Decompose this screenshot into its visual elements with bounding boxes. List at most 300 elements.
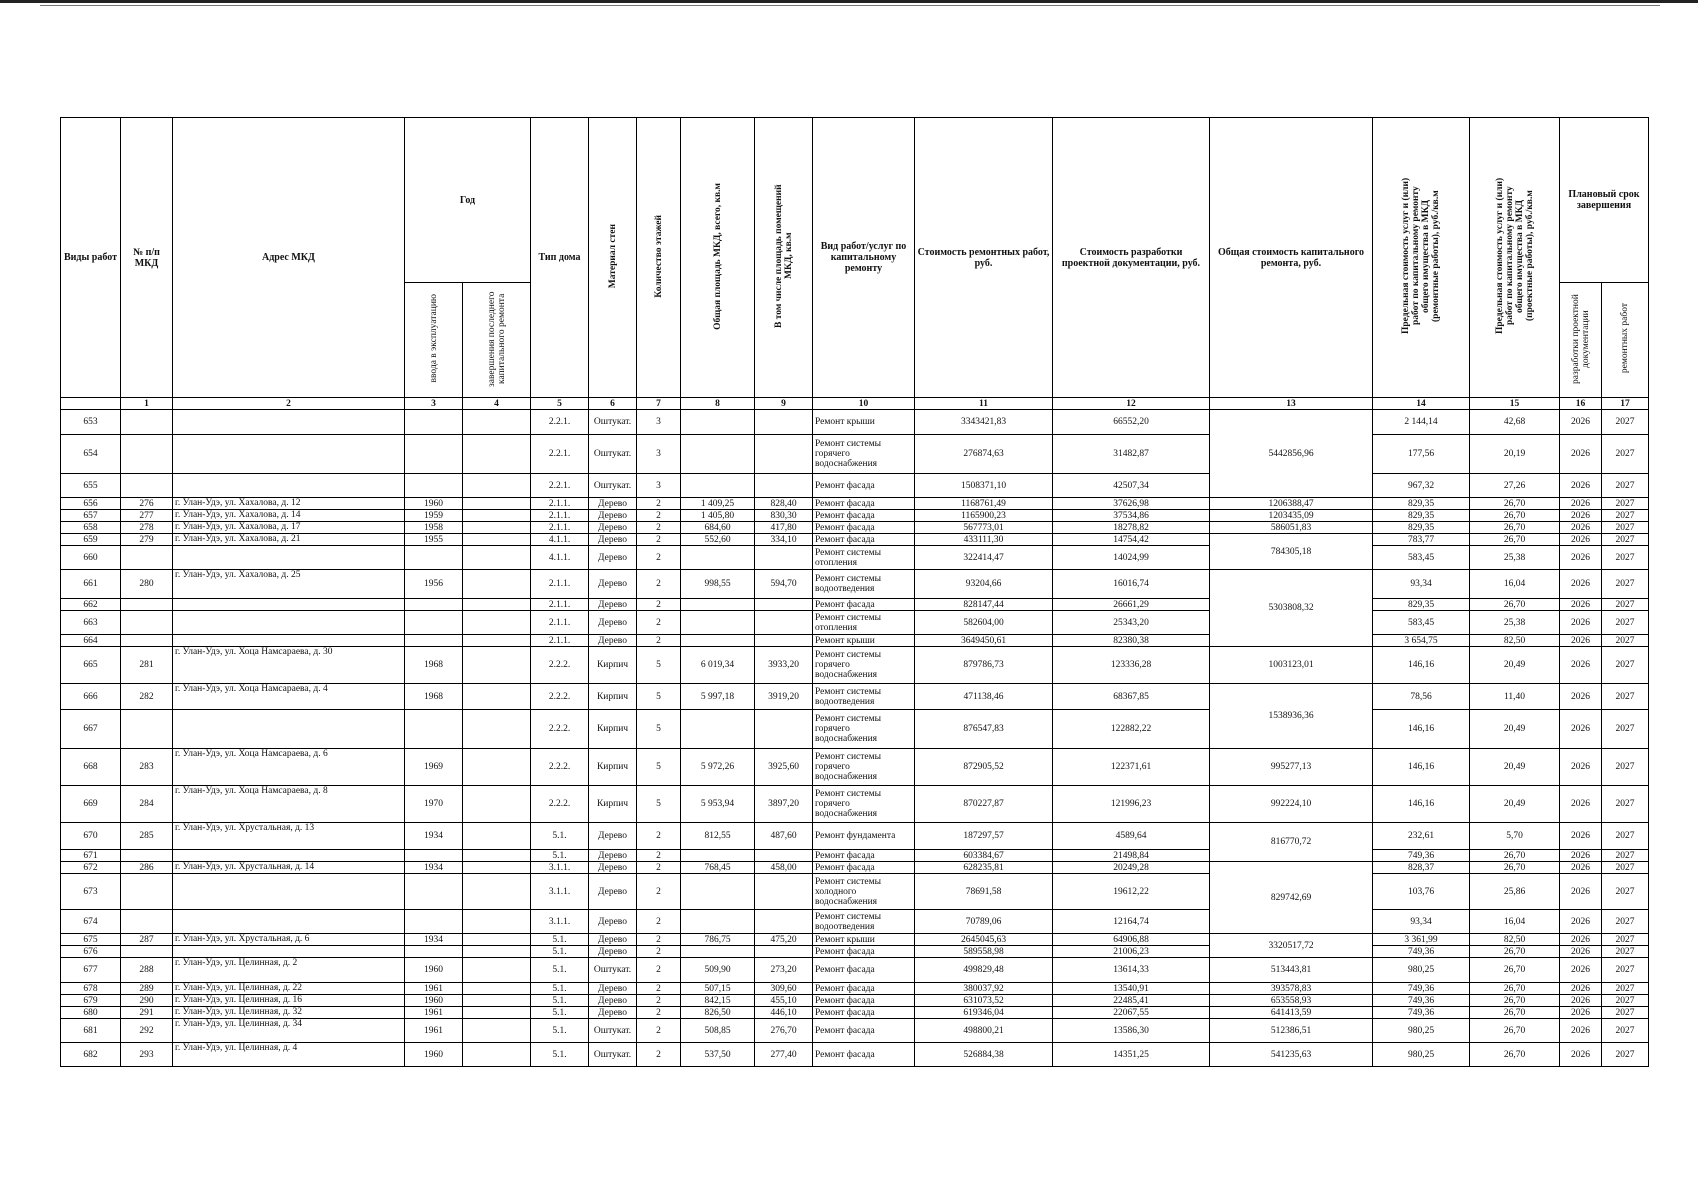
mkd-number [121, 946, 173, 958]
mkd-number [121, 474, 173, 498]
total-area [681, 946, 755, 958]
year-last-repair [463, 611, 531, 635]
mkd-number: 286 [121, 862, 173, 874]
total-area: 998,55 [681, 570, 755, 599]
wall-material: Дерево [589, 995, 637, 1007]
header-planned-term: Плановый срок завершения [1560, 118, 1649, 283]
term-design: 2026 [1560, 749, 1602, 786]
design-cost: 4589,64 [1053, 823, 1210, 850]
header-floors [637, 118, 681, 398]
header-mkd-number: № п/п МКД [121, 118, 173, 398]
term-repair: 2027 [1602, 786, 1649, 823]
design-cost: 12164,74 [1053, 910, 1210, 934]
limit-repair: 78,56 [1373, 684, 1470, 710]
house-type: 2.2.2. [531, 684, 589, 710]
premises-area: 458,00 [755, 862, 813, 874]
row-id: 661 [61, 570, 121, 599]
year-last-repair [463, 850, 531, 862]
term-repair: 2027 [1602, 823, 1649, 850]
row-id: 672 [61, 862, 121, 874]
total-cost-cell: 3320517,72 [1210, 934, 1373, 958]
repair-cost: 3343421,83 [915, 410, 1053, 435]
limit-repair: 177,56 [1373, 435, 1470, 474]
row-id: 654 [61, 435, 121, 474]
column-number: 3 [405, 398, 463, 410]
row-id: 671 [61, 850, 121, 862]
address-cell: г. Улан-Удэ, ул. Хоца Намсараева, д. 8 [173, 786, 405, 823]
wall-material: Дерево [589, 910, 637, 934]
total-area: 5 953,94 [681, 786, 755, 823]
total-area [681, 710, 755, 749]
floors: 2 [637, 1043, 681, 1067]
total-cost-cell: 1538936,36 [1210, 684, 1373, 749]
limit-design: 82,50 [1470, 934, 1560, 946]
design-cost: 121996,23 [1053, 786, 1210, 823]
work-type: Ремонт фасада [813, 1019, 915, 1043]
work-type: Ремонт системы отопления [813, 546, 915, 570]
limit-repair: 980,25 [1373, 958, 1470, 983]
term-design: 2026 [1560, 684, 1602, 710]
term-design: 2026 [1560, 934, 1602, 946]
limit-design: 20,49 [1470, 647, 1560, 684]
limit-design: 26,70 [1470, 1019, 1560, 1043]
header-limit-design-text: Предельная стоимость услуг и (или) работ по капитальному ремонту общего имущества в МКД (проектные работы), руб./кв.м [1494, 177, 1535, 335]
design-cost: 68367,85 [1053, 684, 1210, 710]
floors: 2 [637, 862, 681, 874]
header-design-cost: Стоимость разработки проектной документации, руб. [1053, 118, 1210, 398]
work-type: Ремонт системы горячего водоснабжения [813, 749, 915, 786]
total-area: 552,60 [681, 534, 755, 546]
house-type: 5.1. [531, 983, 589, 995]
mkd-number: 293 [121, 1043, 173, 1067]
premises-area: 276,70 [755, 1019, 813, 1043]
limit-design: 25,38 [1470, 546, 1560, 570]
year-commissioning: 1960 [405, 995, 463, 1007]
floors: 2 [637, 534, 681, 546]
table-row [61, 684, 1649, 710]
house-type: 5.1. [531, 1043, 589, 1067]
year-commissioning: 1960 [405, 958, 463, 983]
year-commissioning [405, 874, 463, 910]
wall-material: Дерево [589, 823, 637, 850]
limit-design: 26,70 [1470, 862, 1560, 874]
address-cell: г. Улан-Удэ, ул. Хоца Намсараева, д. 6 [173, 749, 405, 786]
mkd-number: 281 [121, 647, 173, 684]
term-design: 2026 [1560, 958, 1602, 983]
row-id: 664 [61, 635, 121, 647]
mkd-number: 290 [121, 995, 173, 1007]
total-cost-cell: 1206388,47 [1210, 498, 1373, 510]
limit-repair: 146,16 [1373, 710, 1470, 749]
repair-cost: 1168761,49 [915, 498, 1053, 510]
limit-repair: 93,34 [1373, 570, 1470, 599]
header-total-area-text: Общая площадь МКД, всего, кв.м [712, 182, 723, 330]
total-cost-cell: 5442856,96 [1210, 410, 1373, 498]
term-design: 2026 [1560, 570, 1602, 599]
year-last-repair [463, 1007, 531, 1019]
premises-area: 594,70 [755, 570, 813, 599]
wall-material: Дерево [589, 934, 637, 946]
total-cost-cell: 641413,59 [1210, 1007, 1373, 1019]
header-year-commissioning-text: ввода в эксплуатацию [428, 294, 439, 383]
year-commissioning: 1960 [405, 1043, 463, 1067]
term-repair: 2027 [1602, 958, 1649, 983]
year-commissioning [405, 435, 463, 474]
house-type: 2.1.1. [531, 599, 589, 611]
design-cost: 16016,74 [1053, 570, 1210, 599]
year-commissioning [405, 910, 463, 934]
total-area [681, 474, 755, 498]
repair-cost: 70789,06 [915, 910, 1053, 934]
mkd-number [121, 611, 173, 635]
floors: 2 [637, 1007, 681, 1019]
row-id: 669 [61, 786, 121, 823]
row-id: 665 [61, 647, 121, 684]
limit-repair: 980,25 [1373, 1043, 1470, 1067]
row-id: 656 [61, 498, 121, 510]
mkd-number [121, 435, 173, 474]
table-row [61, 749, 1649, 786]
limit-repair: 583,45 [1373, 611, 1470, 635]
house-type: 3.1.1. [531, 910, 589, 934]
design-cost: 64906,88 [1053, 934, 1210, 946]
row-id: 678 [61, 983, 121, 995]
wall-material: Дерево [589, 599, 637, 611]
total-area: 1 409,25 [681, 498, 755, 510]
repair-cost: 93204,66 [915, 570, 1053, 599]
repair-cost: 2645045,63 [915, 934, 1053, 946]
limit-repair: 749,36 [1373, 850, 1470, 862]
address-cell [173, 874, 405, 910]
year-last-repair [463, 435, 531, 474]
limit-repair: 749,36 [1373, 983, 1470, 995]
term-design: 2026 [1560, 474, 1602, 498]
header-premises-area [755, 118, 813, 398]
repair-cost: 526884,38 [915, 1043, 1053, 1067]
design-cost: 42507,34 [1053, 474, 1210, 498]
year-last-repair [463, 1019, 531, 1043]
year-last-repair [463, 635, 531, 647]
column-number-row [61, 398, 1649, 410]
premises-area [755, 599, 813, 611]
repair-cost: 828147,44 [915, 599, 1053, 611]
year-last-repair [463, 1043, 531, 1067]
premises-area [755, 635, 813, 647]
column-number: 11 [915, 398, 1053, 410]
term-repair: 2027 [1602, 910, 1649, 934]
year-last-repair [463, 534, 531, 546]
total-cost-cell: 816770,72 [1210, 823, 1373, 862]
row-id: 680 [61, 1007, 121, 1019]
premises-area [755, 435, 813, 474]
repair-cost: 78691,58 [915, 874, 1053, 910]
header-wall-material-text: Материал стен [607, 223, 618, 289]
house-type: 5.1. [531, 995, 589, 1007]
term-design: 2026 [1560, 862, 1602, 874]
address-cell: г. Улан-Удэ, ул. Хрустальная, д. 14 [173, 862, 405, 874]
table-row [61, 611, 1649, 635]
header-work-type: Вид работ/услуг по капитальному ремонту [813, 118, 915, 398]
repair-cost: 589558,98 [915, 946, 1053, 958]
limit-repair: 3 654,75 [1373, 635, 1470, 647]
table-row [61, 1019, 1649, 1043]
premises-area: 277,40 [755, 1043, 813, 1067]
term-repair: 2027 [1602, 749, 1649, 786]
work-type: Ремонт системы холодного водоснабжения [813, 874, 915, 910]
work-type: Ремонт фасада [813, 850, 915, 862]
table-row [61, 498, 1649, 510]
house-type: 2.1.1. [531, 635, 589, 647]
year-commissioning: 1970 [405, 786, 463, 823]
wall-material: Кирпич [589, 647, 637, 684]
wall-material: Дерево [589, 522, 637, 534]
house-type: 2.2.2. [531, 710, 589, 749]
house-type: 2.2.2. [531, 647, 589, 684]
year-commissioning [405, 611, 463, 635]
house-type: 5.1. [531, 946, 589, 958]
house-type: 2.2.2. [531, 749, 589, 786]
header-term-design-text: разработки проектной документации [1570, 293, 1591, 384]
header-limit-repair [1373, 118, 1470, 398]
design-cost: 82380,38 [1053, 635, 1210, 647]
limit-repair: 2 144,14 [1373, 410, 1470, 435]
row-id: 679 [61, 995, 121, 1007]
table-row [61, 474, 1649, 498]
total-area: 5 997,18 [681, 684, 755, 710]
floors: 2 [637, 958, 681, 983]
total-area [681, 874, 755, 910]
address-cell [173, 946, 405, 958]
work-type: Ремонт фундамента [813, 823, 915, 850]
premises-area: 828,40 [755, 498, 813, 510]
total-area [681, 599, 755, 611]
house-type: 2.2.1. [531, 410, 589, 435]
total-area: 5 972,26 [681, 749, 755, 786]
house-type: 5.1. [531, 823, 589, 850]
repair-cost: 498800,21 [915, 1019, 1053, 1043]
house-type: 2.1.1. [531, 510, 589, 522]
wall-material: Оштукат. [589, 474, 637, 498]
design-cost: 25343,20 [1053, 611, 1210, 635]
wall-material: Дерево [589, 611, 637, 635]
term-design: 2026 [1560, 522, 1602, 534]
term-repair: 2027 [1602, 570, 1649, 599]
year-commissioning: 1959 [405, 510, 463, 522]
term-repair: 2027 [1602, 534, 1649, 546]
address-cell: г. Улан-Удэ, ул. Хахалова, д. 12 [173, 498, 405, 510]
term-repair: 2027 [1602, 934, 1649, 946]
house-type: 2.1.1. [531, 498, 589, 510]
address-cell: г. Улан-Удэ, ул. Хахалова, д. 21 [173, 534, 405, 546]
wall-material: Кирпич [589, 749, 637, 786]
year-commissioning [405, 946, 463, 958]
wall-material: Дерево [589, 1007, 637, 1019]
term-design: 2026 [1560, 647, 1602, 684]
total-cost-cell: 992224,10 [1210, 786, 1373, 823]
term-design: 2026 [1560, 995, 1602, 1007]
mkd-number: 278 [121, 522, 173, 534]
row-id: 674 [61, 910, 121, 934]
limit-repair: 829,35 [1373, 510, 1470, 522]
house-type: 5.1. [531, 1007, 589, 1019]
year-commissioning [405, 474, 463, 498]
address-cell: г. Улан-Удэ, ул. Целинная, д. 16 [173, 995, 405, 1007]
work-type: Ремонт фасада [813, 1007, 915, 1019]
header-term-repair-text: ремонтных работ [1620, 303, 1630, 374]
term-design: 2026 [1560, 1007, 1602, 1019]
term-design: 2026 [1560, 510, 1602, 522]
mkd-number: 284 [121, 786, 173, 823]
design-cost: 31482,87 [1053, 435, 1210, 474]
term-repair: 2027 [1602, 435, 1649, 474]
column-number: 12 [1053, 398, 1210, 410]
year-commissioning: 1969 [405, 749, 463, 786]
address-cell [173, 611, 405, 635]
year-last-repair [463, 958, 531, 983]
term-repair: 2027 [1602, 1043, 1649, 1067]
design-cost: 14024,99 [1053, 546, 1210, 570]
row-id: 657 [61, 510, 121, 522]
limit-design: 20,49 [1470, 749, 1560, 786]
row-id: 663 [61, 611, 121, 635]
design-cost: 20249,28 [1053, 862, 1210, 874]
row-id: 666 [61, 684, 121, 710]
premises-area: 455,10 [755, 995, 813, 1007]
year-last-repair [463, 983, 531, 995]
total-area: 507,15 [681, 983, 755, 995]
work-type: Ремонт фасада [813, 958, 915, 983]
term-repair: 2027 [1602, 635, 1649, 647]
column-number: 8 [681, 398, 755, 410]
year-last-repair [463, 710, 531, 749]
mkd-number [121, 635, 173, 647]
work-type: Ремонт фасада [813, 599, 915, 611]
term-repair: 2027 [1602, 710, 1649, 749]
repair-cost: 631073,52 [915, 995, 1053, 1007]
year-last-repair [463, 647, 531, 684]
column-number: 14 [1373, 398, 1470, 410]
limit-repair: 829,35 [1373, 522, 1470, 534]
header-limit-repair-text: Предельная стоимость услуг и (или) работ по капитальному ремонту общего имущества в МКД (ремонтные работы), руб./кв.м [1401, 177, 1441, 335]
house-type: 5.1. [531, 1019, 589, 1043]
header-address: Адрес МКД [173, 118, 405, 398]
row-id: 668 [61, 749, 121, 786]
house-type: 2.1.1. [531, 570, 589, 599]
term-repair: 2027 [1602, 522, 1649, 534]
year-last-repair [463, 546, 531, 570]
term-design: 2026 [1560, 874, 1602, 910]
term-design: 2026 [1560, 599, 1602, 611]
floors: 2 [637, 874, 681, 910]
table-row [61, 599, 1649, 611]
table-row [61, 823, 1649, 850]
floors: 2 [637, 635, 681, 647]
floors: 3 [637, 474, 681, 498]
repair-cost: 380037,92 [915, 983, 1053, 995]
column-number: 15 [1470, 398, 1560, 410]
floors: 2 [637, 946, 681, 958]
address-cell [173, 635, 405, 647]
header-repair-cost: Стоимость ремонтных работ, руб. [915, 118, 1053, 398]
total-area [681, 435, 755, 474]
total-area [681, 611, 755, 635]
header-limit-design [1470, 118, 1560, 398]
term-repair: 2027 [1602, 862, 1649, 874]
total-area: 684,60 [681, 522, 755, 534]
work-type: Ремонт фасада [813, 995, 915, 1007]
wall-material: Дерево [589, 983, 637, 995]
repair-cost: 872905,52 [915, 749, 1053, 786]
design-cost: 19612,22 [1053, 874, 1210, 910]
limit-repair: 828,37 [1373, 862, 1470, 874]
table-row [61, 958, 1649, 983]
premises-area: 3933,20 [755, 647, 813, 684]
total-area: 1 405,80 [681, 510, 755, 522]
premises-area: 334,10 [755, 534, 813, 546]
table-row [61, 510, 1649, 522]
address-cell [173, 710, 405, 749]
year-commissioning [405, 710, 463, 749]
term-design: 2026 [1560, 611, 1602, 635]
design-cost: 14351,25 [1053, 1043, 1210, 1067]
floors: 2 [637, 510, 681, 522]
year-last-repair [463, 910, 531, 934]
address-cell: г. Улан-Удэ, ул. Целинная, д. 22 [173, 983, 405, 995]
header-term-repair [1602, 283, 1649, 398]
year-commissioning: 1961 [405, 983, 463, 995]
premises-area: 3925,60 [755, 749, 813, 786]
year-commissioning [405, 546, 463, 570]
mkd-number [121, 874, 173, 910]
year-commissioning: 1934 [405, 862, 463, 874]
limit-repair: 783,77 [1373, 534, 1470, 546]
table-row [61, 647, 1649, 684]
house-type: 5.1. [531, 934, 589, 946]
row-id: 670 [61, 823, 121, 850]
header-wall-material [589, 118, 637, 398]
house-type: 2.2.1. [531, 435, 589, 474]
year-commissioning [405, 850, 463, 862]
year-last-repair [463, 599, 531, 611]
term-repair: 2027 [1602, 498, 1649, 510]
term-repair: 2027 [1602, 599, 1649, 611]
floors: 2 [637, 934, 681, 946]
design-cost: 122882,22 [1053, 710, 1210, 749]
year-commissioning [405, 410, 463, 435]
term-repair: 2027 [1602, 1007, 1649, 1019]
premises-area [755, 474, 813, 498]
row-id: 653 [61, 410, 121, 435]
work-type: Ремонт фасада [813, 498, 915, 510]
address-cell: г. Улан-Удэ, ул. Хоца Намсараева, д. 4 [173, 684, 405, 710]
year-commissioning: 1960 [405, 498, 463, 510]
column-number: 10 [813, 398, 915, 410]
header-premises-area-text: В том числе площадь помещений МКД, кв.м [773, 184, 794, 328]
repair-cost: 322414,47 [915, 546, 1053, 570]
total-area [681, 635, 755, 647]
repair-cost: 619346,04 [915, 1007, 1053, 1019]
column-number: 6 [589, 398, 637, 410]
total-area [681, 410, 755, 435]
table-row [61, 874, 1649, 910]
term-design: 2026 [1560, 1019, 1602, 1043]
term-design: 2026 [1560, 786, 1602, 823]
floors: 3 [637, 435, 681, 474]
address-cell [173, 410, 405, 435]
design-cost: 13586,30 [1053, 1019, 1210, 1043]
address-cell: г. Улан-Удэ, ул. Целинная, д. 34 [173, 1019, 405, 1043]
total-area: 508,85 [681, 1019, 755, 1043]
